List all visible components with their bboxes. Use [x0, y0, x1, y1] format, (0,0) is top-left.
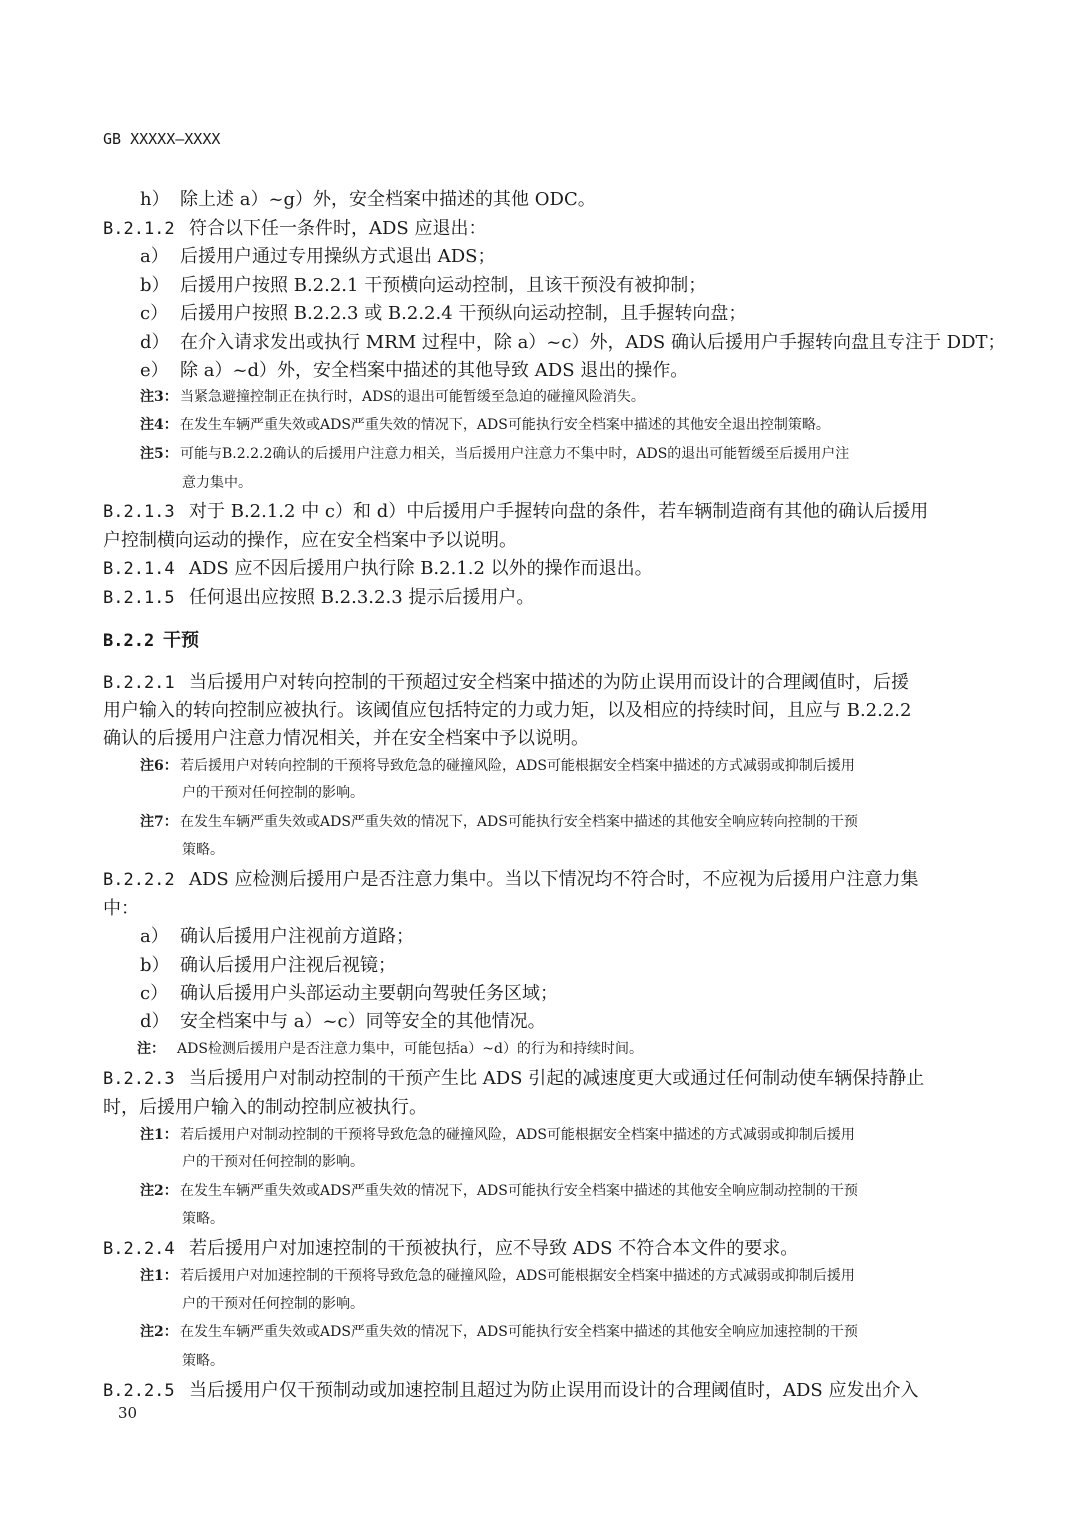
line-text: ADS 应不因后援用户执行除 B.2.1.2 以外的操作而退出。 [189, 558, 653, 579]
line-text: 若后援用户对加速控制的干预被执行，应不导致 ADS 不符合本文件的要求。 [189, 1238, 799, 1259]
text-line [103, 500, 928, 524]
note-line [182, 782, 364, 804]
page-number: 30 [118, 1404, 138, 1422]
line-prefix: B.2.2.2 [103, 870, 175, 890]
line-prefix: d） [140, 1011, 170, 1032]
note-line [140, 386, 645, 408]
note-line [140, 1124, 855, 1146]
line-text: 若后援用户对加速控制的干预将导致危急的碰撞风险，ADS可能根据安全档案中描述的方式减弱或抑制后援用 [180, 1268, 855, 1284]
line-text: 若后援用户对制动控制的干预将导致危急的碰撞风险，ADS可能根据安全档案中描述的方式减弱或抑制后援用 [180, 1127, 855, 1143]
line-text: 后援用户通过专用操纵方式退出 ADS； [180, 246, 496, 267]
line-prefix: B.2.2.3 [103, 1069, 175, 1089]
line-prefix: 注1： [140, 1268, 178, 1284]
line-text: 户的干预对任何控制的影响。 [182, 785, 364, 801]
text-line [140, 302, 746, 326]
text-line [103, 1237, 798, 1261]
line-text: 后援用户按照 B.2.2.3 或 B.2.2.4 干预纵向运动控制，且手握转向盘； [180, 303, 747, 324]
line-prefix: 注1： [140, 1127, 178, 1143]
line-prefix: 注2： [140, 1183, 178, 1199]
text-line [140, 359, 688, 383]
text-line [140, 274, 706, 298]
note-line [182, 1208, 224, 1230]
line-prefix: a） [140, 926, 169, 947]
line-text: 确认后援用户注视后视镜； [180, 955, 396, 976]
line-prefix: 注2： [140, 1324, 178, 1340]
note-line [140, 1180, 858, 1202]
line-prefix: B.2.2 [103, 631, 155, 651]
text-line [103, 529, 517, 553]
line-text: 除上述 a）~g）外，安全档案中描述的其他 ODC。 [180, 189, 596, 210]
line-prefix: B.2.2.4 [103, 1239, 175, 1259]
line-text: 若后援用户对转向控制的干预将导致危急的碰撞风险，ADS可能根据安全档案中描述的方式减弱或抑制后援用 [180, 758, 855, 774]
line-text: 户控制横向运动的操作，应在安全档案中予以说明。 [103, 530, 517, 551]
line-text: 对于 B.2.1.2 中 c）和 d）中后援用户手握转向盘的条件，若车辆制造商有其他的确认后援用 [189, 501, 929, 522]
line-text: 在发生车辆严重失效或ADS严重失效的情况下，ADS可能执行安全档案中描述的其他安全退出控制策略。 [180, 417, 830, 433]
text-line [103, 1067, 924, 1091]
line-prefix: a） [140, 246, 169, 267]
note-line [140, 755, 855, 777]
line-text: 中： [103, 898, 139, 919]
line-prefix: 注： [137, 1041, 165, 1057]
line-text: 户的干预对任何控制的影响。 [182, 1296, 364, 1312]
line-prefix: B.2.1.3 [103, 502, 175, 522]
line-prefix: 注4： [140, 417, 178, 433]
text-line [140, 188, 596, 212]
text-line [140, 982, 558, 1006]
line-text: 确认后援用户头部运动主要朝向驾驶任务区域； [180, 983, 558, 1004]
line-text: 安全档案中与 a）~c）同等安全的其他情况。 [180, 1011, 546, 1032]
text-line [140, 925, 414, 949]
line-prefix: c） [140, 983, 169, 1004]
line-prefix: 注3： [140, 389, 178, 405]
line-text: 符合以下任一条件时，ADS 应退出： [189, 218, 487, 239]
line-text: 策略。 [182, 1353, 224, 1369]
text-line [103, 217, 486, 241]
line-prefix: 注6： [140, 758, 178, 774]
line-prefix: e） [140, 360, 169, 381]
text-line [103, 671, 909, 695]
line-text: 除 a）~d）外，安全档案中描述的其他导致 ADS 退出的操作。 [180, 360, 689, 381]
line-text: 任何退出应按照 B.2.3.2.3 提示后援用户。 [189, 587, 535, 608]
line-prefix: c） [140, 303, 169, 324]
text-line [140, 245, 495, 269]
text-line [103, 1379, 918, 1403]
line-text: 当后援用户对转向控制的干预超过安全档案中描述的为防止误用而设计的合理阈值时，后援 [189, 672, 909, 693]
line-text: ADS检测后援用户是否注意力集中，可能包括a）~d）的行为和持续时间。 [177, 1041, 643, 1057]
line-text: 策略。 [182, 842, 224, 858]
note-line [182, 1350, 224, 1372]
note-line [140, 1265, 855, 1287]
note-line [140, 811, 858, 833]
line-prefix: b） [140, 955, 170, 976]
line-text: 当紧急避撞控制正在执行时，ADS的退出可能暂缓至急迫的碰撞风险消失。 [180, 389, 645, 405]
note-line [140, 414, 830, 436]
text-line [103, 727, 589, 751]
text-line [140, 331, 1006, 355]
line-text: ADS 应检测后援用户是否注意力集中。当以下情况均不符合时，不应视为后援用户注意力集 [189, 869, 919, 890]
line-text: 确认的后援用户注意力情况相关，并在安全档案中予以说明。 [103, 728, 589, 749]
line-text: 在发生车辆严重失效或ADS严重失效的情况下，ADS可能执行安全档案中描述的其他安全响应制动控制的干预 [180, 1183, 858, 1199]
line-text: 在发生车辆严重失效或ADS严重失效的情况下，ADS可能执行安全档案中描述的其他安全响应转向控制的干预 [180, 814, 858, 830]
text-line [140, 954, 396, 978]
line-text: 策略。 [182, 1211, 224, 1227]
note-line [182, 472, 252, 494]
line-prefix: B.2.1.2 [103, 219, 175, 239]
note-line [182, 1293, 364, 1315]
note-line [182, 1151, 364, 1173]
line-text: 用户输入的转向控制应被执行。该阈值应包括特定的力或力矩，以及相应的持续时间，且应与 B.2.2.2 [103, 700, 912, 721]
line-prefix: B.2.1.5 [103, 588, 175, 608]
line-prefix: d） [140, 332, 170, 353]
text-line [103, 868, 918, 892]
line-text: 时，后援用户输入的制动控制应被执行。 [103, 1097, 427, 1118]
line-text: 确认后援用户注视前方道路； [180, 926, 414, 947]
line-prefix: B.2.2.5 [103, 1381, 175, 1401]
line-text: 干预 [163, 630, 199, 651]
line-text: 在介入请求发出或执行 MRM 过程中，除 a）~c）外，ADS 确认后援用户手握转向盘且专注于 DDT； [180, 332, 1006, 353]
line-prefix: b） [140, 275, 170, 296]
line-text: 可能与B.2.2.2确认的后援用户注意力相关，当后援用户注意力不集中时，ADS的退出可能暂缓至后援用户注 [180, 446, 850, 462]
document-id-header: GB XXXXX—XXXX [103, 130, 221, 148]
line-text: 户的干预对任何控制的影响。 [182, 1154, 364, 1170]
note-line [182, 839, 224, 861]
line-prefix: h） [140, 189, 170, 210]
text-line [103, 897, 139, 921]
line-text: 当后援用户仅干预制动或加速控制且超过为防止误用而设计的合理阈值时，ADS 应发出介入 [189, 1380, 919, 1401]
text-line [103, 1096, 427, 1120]
note-line [140, 1321, 858, 1343]
line-text: 后援用户按照 B.2.2.1 干预横向运动控制，且该干预没有被抑制； [180, 275, 707, 296]
text-line [103, 586, 534, 610]
line-text: 当后援用户对制动控制的干预产生比 ADS 引起的减速度更大或通过任何制动使车辆保持静止 [189, 1068, 925, 1089]
text-line [103, 699, 911, 723]
section-heading [103, 629, 199, 653]
line-text: 意力集中。 [182, 475, 252, 491]
note-line [137, 1038, 643, 1060]
line-text: 在发生车辆严重失效或ADS严重失效的情况下，ADS可能执行安全档案中描述的其他安全响应加速控制的干预 [180, 1324, 858, 1340]
note-line [140, 443, 849, 465]
text-line [140, 1010, 546, 1034]
line-prefix: 注7： [140, 814, 178, 830]
text-line [103, 557, 653, 581]
line-prefix: 注5： [140, 446, 178, 462]
line-prefix: B.2.1.4 [103, 559, 175, 579]
line-prefix: B.2.2.1 [103, 673, 175, 693]
